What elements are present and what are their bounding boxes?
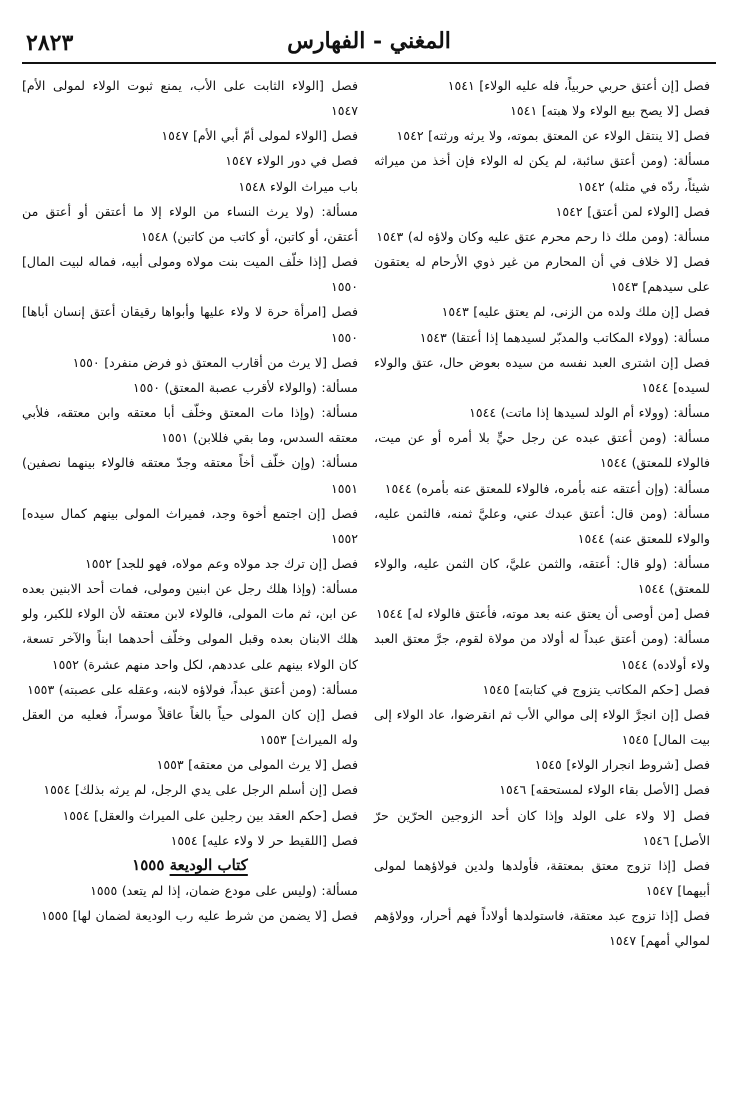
index-entry: مسألة: (وإذا مات المعتق وخلّف أبا معتقه وابن معتقه، فلأبي معتقه السدس، وما بقي فللابن) ١٥٥١ <box>22 405 358 446</box>
index-entry: مسألة: (ومن قال: أعتق عبدك عني، وعليَّ ثمنه، فالثمن عليه، والولاء للمعتق عنه) ١٥٤٤ <box>374 505 710 546</box>
index-entry: فصل [إذا تزوج عبد معتقة، فاستولدها أولاداً فهم أحرار، وولاؤهم لموالي أمهم] ١٥٤٧ <box>374 908 710 949</box>
header-rule <box>22 62 716 64</box>
index-entry: فصل [لا يضمن من شرط عليه رب الوديعة لضمان لها] ١٥٥٥ <box>41 908 358 924</box>
page-number: ٢٨٢٣ <box>26 30 74 56</box>
index-entry: فصل [شروط انجرار الولاء] ١٥٤٥ <box>534 757 710 773</box>
index-entry: فصل [لا خلاف في أن المحارم من غير ذوي الأرحام له يعتقون على سيدهم] ١٥٤٣ <box>374 254 710 295</box>
index-entry: مسألة: (ومن أعتق سائبة، لم يكن له الولاء فإن أخذ من ميراثه شيئاً، ردّه في مثله) ١٥٤٢ <box>374 153 710 194</box>
running-title: المغني - الفهارس <box>287 28 451 54</box>
index-entry: فصل [امرأة حرة لا ولاء عليها وأبواها رقيقان أعتق إنسان أباها] ١٥٥٠ <box>22 304 358 345</box>
book-heading-page: ١٥٥٥ <box>132 855 165 874</box>
index-entry: مسألة: (ومن أعتق عبداً، فولاؤه لابنه، وعقله على عصبته) ١٥٥٣ <box>27 681 358 697</box>
index-entry: مسألة: (وليس على مودع ضمان، إذا لم يتعد) ١٥٥٥ <box>90 883 358 898</box>
book-heading-title: كتاب الوديعة <box>169 855 248 874</box>
index-entry: فصل [لا يرث من أقارب المعتق ذو فرض منفرد] ١٥٥٠ <box>72 354 358 370</box>
index-entry: فصل [الولاء الثابت على الأب، يمنع ثبوت الولاء لمولى الأم] ١٥٤٧ <box>22 78 358 119</box>
index-entry: مسألة: (وإذا هلك رجل عن ابنين ومولى، فمات أحد الابنين بعده عن ابن، ثم مات المولى، فالولاء لابن معتقه لأن الولاء للكبر، ولو هلك الابنان بعده وقبل المولى وخلّف أحدهما ابناً والآخر تسعة، كان الولاء بينهم على عددهم، لكل واحد منهم عشرة) ١٥٥٢ <box>22 581 358 672</box>
index-entry: مسألة: (والولاء لأقرب عصبة المعتق) ١٥٥٠ <box>132 379 358 395</box>
index-entry: فصل [الولاء لمولى أمّ أبي الأم] ١٥٤٧ <box>161 128 358 144</box>
left-column <box>22 73 358 928</box>
index-entry: فصل [حكم المكاتب يتزوج في كتابته] ١٥٤٥ <box>482 681 710 697</box>
index-entry: فصل [إن اشترى العبد نفسه من سيده بعوض حال، عتق والولاء لسيده] ١٥٤٤ <box>374 354 710 395</box>
index-entry: باب ميراث الولاء ١٥٤٨ <box>238 178 358 194</box>
index-entry: فصل [إن انجرَّ الولاء إلى موالي الأب ثم انقرضوا، عاد الولاء إلى بيت المال] ١٥٤٥ <box>374 706 710 748</box>
page-header <box>22 24 716 60</box>
index-entry: فصل [لا ولاء على الولد وإذا كان أحد الزوجين الحرّين حرّ الأصل] ١٥٤٦ <box>374 807 710 848</box>
index-entry: مسألة: (وولاء المكاتب والمدبّر لسيدهما إذا أعتقا) ١٥٤٣ <box>419 329 710 345</box>
index-entry: فصل [إن ملك ولده من الزنى، لم يعتق عليه] ١٥٤٣ <box>441 304 710 320</box>
left-column-entries-before <box>22 73 358 853</box>
index-entry: مسألة: (ومن أعتق عبده عن رجل حيٍّ بلا أمره أو عن ميت، فالولاء للمعتق) ١٥٤٤ <box>374 430 710 471</box>
index-entry: مسألة: (ولا يرث النساء من الولاء إلا ما أعتقن أو أعتق من أعتقن، أو كاتبن، أو كاتب من كاتبن) ١٥٤٨ <box>22 203 358 244</box>
index-entry: فصل [من أوصى أن يعتق عنه بعد موته، فأعتق فالولاء له] ١٥٤٤ <box>375 606 710 622</box>
index-entry: فصل [إن أعتق حربي حربياً، فله عليه الولاء] ١٥٤١ <box>447 78 710 93</box>
book-heading <box>22 853 358 878</box>
index-entry: فصل [إن أسلم الرجل على يدي الرجل، لم يرثه بذلك] ١٥٥٤ <box>43 782 358 798</box>
index-entry: فصل [إن اجتمع أخوة وجد، فميراث المولى بينهم كمال سيده] ١٥٥٢ <box>22 505 358 546</box>
index-entry: فصل [الأصل بقاء الولاء لمستحقه] ١٥٤٦ <box>499 782 710 798</box>
right-column <box>374 73 710 953</box>
left-column-entries-after <box>22 878 358 928</box>
index-entry: فصل [إن كان المولى حياً بالغاً عاقلاً موسراً، فعليه من العقل وله الميراث] ١٥٥٣ <box>22 706 358 748</box>
index-entry: فصل [لا يصح بيع الولاء ولا هبته] ١٥٤١ <box>510 103 710 119</box>
index-entry: مسألة: (ولو قال: أعتقه، والثمن عليَّ، كان الثمن عليه، والولاء للمعتق) ١٥٤٤ <box>374 555 710 597</box>
index-entry: فصل [إذا خلّف الميت بنت مولاه ومولى أبيه، فماله لبيت المال] ١٥٥٠ <box>22 254 358 295</box>
index-entry: فصل [الولاء لمن أعتق] ١٥٤٢ <box>555 203 710 219</box>
index-entry: فصل [لا يرث المولى من معتقه] ١٥٥٣ <box>156 757 358 773</box>
index-entry: مسألة: (ومن أعتق عبداً له أولاد من مولاة لقوم، جرَّ معتق العبد ولاء أولاده) ١٥٤٤ <box>374 631 710 672</box>
index-entry: مسألة: (ومن ملك ذا رحم محرم عتق عليه وكان ولاؤه له) ١٥٤٣ <box>376 228 710 244</box>
index-entry: مسألة: (وولاء أم الولد لسيدها إذا ماتت) ١٥٤٤ <box>469 405 710 421</box>
index-entry: فصل [لا ينتقل الولاء عن المعتق بموته، ولا يرثه ورثته] ١٥٤٢ <box>396 128 710 144</box>
index-entry: فصل [اللقيط حر لا ولاء عليه] ١٥٥٤ <box>170 832 358 848</box>
index-entry: فصل في دور الولاء ١٥٤٧ <box>225 153 358 169</box>
index-entry: فصل [إذا تزوج معتق بمعتقة، فأولدها ولدين فولاؤهما لمولى أبيهما] ١٥٤٧ <box>374 857 710 898</box>
index-entry: فصل [إن ترك جد مولاه وعم مولاه، فهو للجد] ١٥٥٢ <box>84 555 358 571</box>
index-entry: مسألة: (وإن خلّف أخاً معتقه وجدّ معتقه فالولاء بينهما نصفين) ١٥٥١ <box>22 455 358 496</box>
index-entry: فصل [حكم العقد بين رجلين على الميراث والعقل] ١٥٥٤ <box>62 807 358 823</box>
index-entry: مسألة: (وإن أعتقه عنه بأمره، فالولاء للمعتق عنه بأمره) ١٥٤٤ <box>384 480 710 496</box>
